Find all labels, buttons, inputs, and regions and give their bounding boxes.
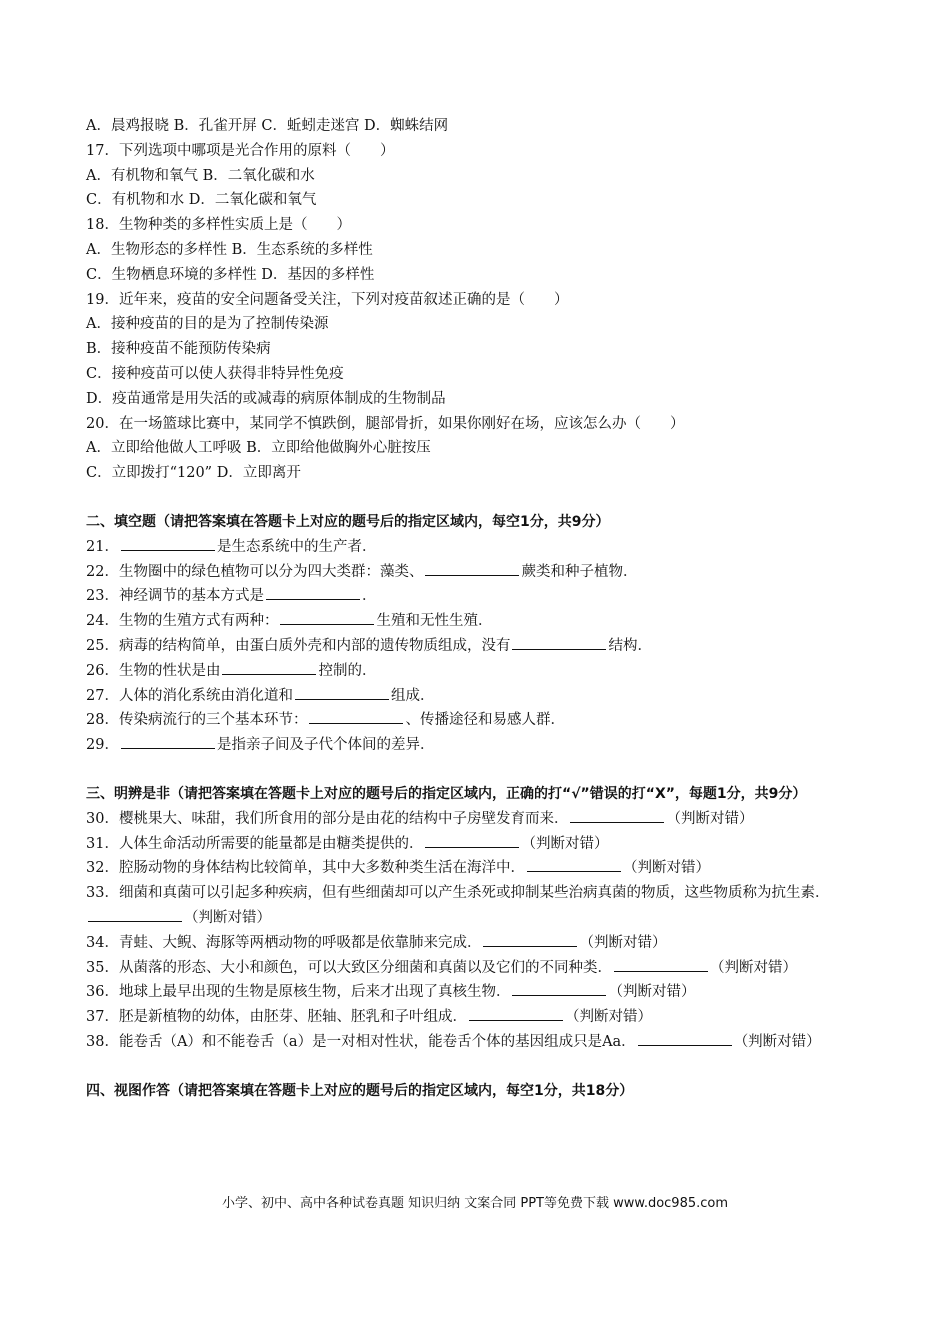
q31: 31．人体生命活动所需要的能量都是由糖类提供的． （判断对错） — [86, 832, 866, 857]
q30: 30．樱桃果大、味甜，我们所食用的部分是由花的结构中子房壁发育而来． （判断对错） — [86, 807, 866, 832]
answer-blank[interactable] — [309, 709, 403, 724]
q21: 21． 是生态系统中的生产者． — [86, 535, 866, 560]
q19-option-b: B．接种疫苗不能预防传染病 — [86, 341, 271, 358]
answer-blank[interactable] — [614, 957, 708, 972]
q27: 27．人体的消化系统由消化道和 组成． — [86, 684, 866, 709]
q37: 37．胚是新植物的幼体，由胚芽、胚轴、胚乳和子叶组成． （判断对错） — [86, 1005, 866, 1030]
q17-options-ab: A．有机物和氧气 B．二氧化碳和水 — [86, 167, 315, 184]
answer-blank[interactable] — [638, 1031, 732, 1046]
section-4-title: 四、视图作答（请把答案填在答题卡上对应的题号后的指定区域内，每空1分，共18分） — [86, 1082, 634, 1099]
q35: 35．从菌落的形态、大小和颜色，可以大致区分细菌和真菌以及它们的不同种类． （判断对错） — [86, 956, 866, 981]
section-3-title: 三、明辨是非（请把答案填在答题卡上对应的题号后的指定区域内，正确的打“√”错误的打“X”，每题1分，共9分） — [86, 785, 807, 802]
q20-options-cd: C．立即拨打“120” D．立即离开 — [86, 465, 301, 482]
q19-option-c: C．接种疫苗可以使人获得非特异性免疫 — [86, 365, 344, 382]
q19-option-d: D．疫苗通常是用失活的或减毒的病原体制成的生物制品 — [86, 390, 446, 407]
q34: 34．青蛙、大鲵、海豚等两栖动物的呼吸都是依靠肺来完成． （判断对错） — [86, 931, 866, 956]
q24: 24．生物的生殖方式有两种： 生殖和无性生殖． — [86, 609, 866, 634]
q19-option-a: A．接种疫苗的目的是为了控制传染源 — [86, 316, 329, 333]
answer-blank[interactable] — [425, 833, 519, 848]
q23: 23．神经调节的基本方式是 ． — [86, 584, 866, 609]
q17-options-cd: C．有机物和水 D．二氧化碳和氧气 — [86, 192, 317, 209]
answer-blank[interactable] — [295, 685, 389, 700]
answer-blank[interactable] — [425, 561, 519, 576]
q18-options-ab: A．生物形态的多样性 B．生态系统的多样性 — [86, 241, 373, 258]
answer-blank[interactable] — [469, 1006, 563, 1021]
answer-blank[interactable] — [570, 808, 664, 823]
q25: 25．病毒的结构简单，由蛋白质外壳和内部的遗传物质组成，没有 结构． — [86, 634, 866, 659]
answer-blank[interactable] — [280, 610, 374, 625]
answer-blank[interactable] — [88, 907, 182, 922]
answer-blank[interactable] — [121, 734, 215, 749]
answer-blank[interactable] — [121, 536, 215, 551]
answer-blank[interactable] — [512, 981, 606, 996]
q16-options: A．晨鸡报晓 B．孔雀开屏 C．蚯蚓走迷宫 D．蜘蛛结网 — [86, 118, 449, 134]
answer-blank[interactable] — [266, 585, 360, 600]
answer-blank[interactable] — [222, 660, 316, 675]
q26: 26．生物的性状是由 控制的． — [86, 659, 866, 684]
q28: 28．传染病流行的三个基本环节： 、传播途径和易感人群． — [86, 708, 866, 733]
q22: 22．生物圈中的绿色植物可以分为四大类群：藻类、 蕨类和种子植物． — [86, 560, 866, 585]
q18-options-cd: C．生物栖息环境的多样性 D．基因的多样性 — [86, 266, 375, 283]
answer-blank[interactable] — [483, 932, 577, 947]
q33: 33．细菌和真菌可以引起多种疾病，但有些细菌却可以产生杀死或抑制某些治病真菌的物质，这些物质称为抗生素．（判断对错） — [86, 885, 830, 926]
q29: 29． 是指亲子间及子代个体间的差异． — [86, 733, 866, 758]
q32: 32．腔肠动物的身体结构比较简单，其中大多数种类生活在海洋中． （判断对错） — [86, 856, 866, 881]
page-footer: 小学、初中、高中各种试卷真题 知识归纳 文案合同 PPT等免费下载 www.doc985.com — [221, 1196, 729, 1211]
q18-stem: 18．生物种类的多样性实质上是（ ） — [86, 217, 351, 234]
answer-blank[interactable] — [527, 857, 621, 872]
q36: 36．地球上最早出现的生物是原核生物，后来才出现了真核生物． （判断对错） — [86, 980, 866, 1005]
q17-stem: 17．下列选项中哪项是光合作用的原料（ ） — [86, 142, 395, 159]
exam-page — [86, 114, 866, 1103]
q20-options-ab: A．立即给他做人工呼吸 B．立即给他做胸外心脏按压 — [86, 440, 431, 457]
section-2-title: 二、填空题（请把答案填在答题卡上对应的题号后的指定区域内，每空1分，共9分） — [86, 513, 610, 530]
q20-stem: 20．在一场篮球比赛中，某同学不慎跌倒，腿部骨折，如果你刚好在场，应该怎么办（ ） — [86, 415, 685, 432]
q38: 38．能卷舌（A）和不能卷舌（a）是一对相对性状，能卷舌个体的基因组成只是Aa． （判断对错） — [86, 1030, 866, 1055]
q19-stem: 19．近年来，疫苗的安全问题备受关注，下列对疫苗叙述正确的是（ ） — [86, 291, 569, 308]
answer-blank[interactable] — [512, 635, 606, 650]
